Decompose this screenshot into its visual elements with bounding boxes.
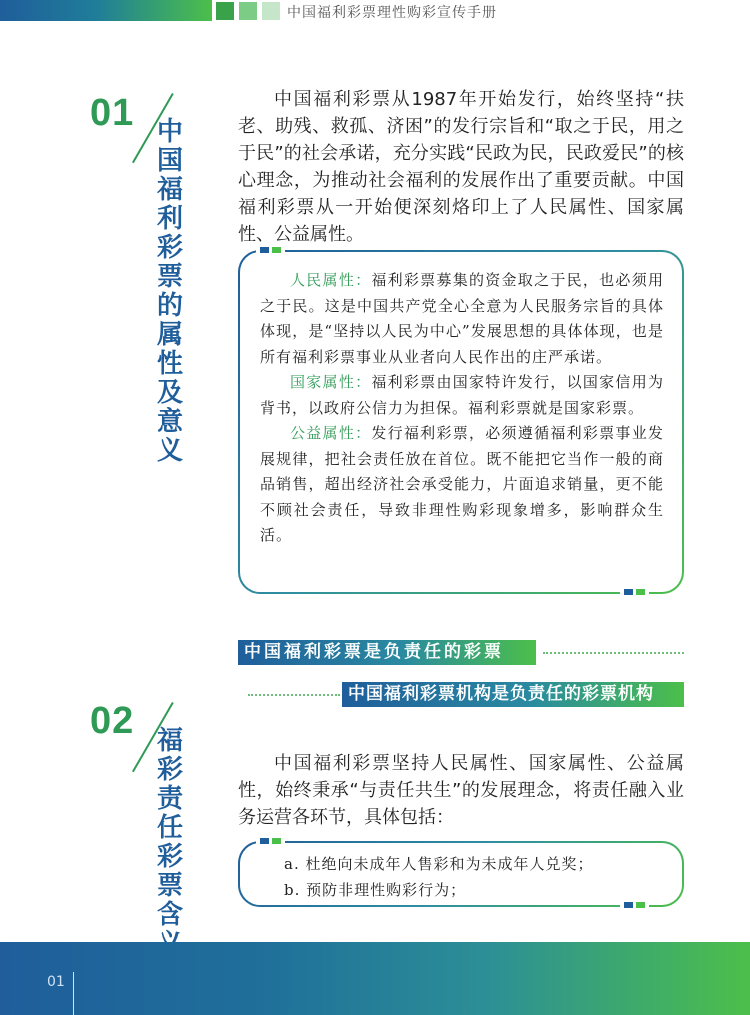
list-item: b. 预防非理性购彩行为；	[284, 880, 467, 899]
header-square-1	[216, 2, 234, 20]
footer-gradient-band	[0, 942, 750, 1015]
header-gradient-bar	[0, 0, 212, 21]
section-1-intro: 中国福利彩票从1987年开始发行，始终坚持“扶老、助残、救孤、济困”的发行宗旨和“取之于民，用之于民”的社会承诺，充分实践“民政为民，民政爱民”的核心理念，为推动社会福利的发展作出了重要贡献。中国福利彩票从一开始便深刻烙印上了人民属性、国家属性、公益属性。	[238, 89, 684, 245]
section-1-box	[238, 250, 684, 594]
attribute-people-label: 人民属性：	[290, 271, 372, 289]
section-2-box-text	[284, 852, 664, 903]
section-2-number: 02	[90, 700, 135, 742]
box-corner-decoration-bottom	[620, 589, 649, 595]
box-corner-decoration-bottom	[620, 902, 649, 908]
section-1-title: 中国福利彩票的属性及意义	[156, 117, 183, 466]
banner-responsible-institution: 中国福利彩票机构是负责任的彩票机构	[342, 682, 684, 707]
header-square-2	[239, 2, 257, 20]
list-item: a. 杜绝向未成年人售彩和为未成年人兑奖；	[284, 855, 594, 873]
header-title: 中国福利彩票理性购彩宣传手册	[287, 5, 497, 21]
attribute-people	[260, 268, 664, 370]
section-2-box	[238, 841, 684, 907]
footer-divider	[73, 972, 74, 1015]
attribute-people-text: 福利彩票募集的资金取之于民，也必须用之于民。这是中国共产党全心全意为人民服务宗旨的具体体现，是“坚持以人民为中心”发展思想的具体体现，也是所有福利彩票事业从业者向人民作出的庄严承诺。	[260, 271, 664, 366]
section-1-box-text	[260, 268, 664, 549]
attribute-nation-label: 国家属性：	[290, 373, 372, 391]
section-2-title: 福彩责任彩票含	[156, 726, 183, 930]
box-corner-decoration-top	[256, 838, 285, 844]
attribute-public-welfare-label: 公益属性：	[290, 424, 372, 442]
header-square-3	[262, 2, 280, 20]
attribute-public-welfare	[260, 421, 664, 549]
box-corner-decoration-top	[256, 247, 285, 253]
banner-2-dotted-line	[248, 694, 340, 696]
section-2-intro: 中国福利彩票坚持人民属性、国家属性、公益属性，始终秉承“与责任共生”的发展理念，将责任融入业务运营各环节，具体包括：	[238, 753, 684, 828]
section-1-number: 01	[90, 92, 135, 134]
attribute-nation	[260, 370, 664, 421]
attribute-nation-text: 福利彩票由国家特许发行，以国家信用为背书，以政府公信力为担保。福利彩票就是国家彩票。	[260, 373, 664, 417]
banner-responsible-lottery: 中国福利彩票是负责任的彩票	[238, 640, 536, 665]
attribute-public-welfare-text: 发行福利彩票，必须遵循福利彩票事业发展规律，把社会责任放在首位。既不能把它当作一般的商品销售，超出经济社会承受能力，片面追求销量，更不能不顾社会责任，导致非理性购彩现象增多，影响群众生活。	[260, 424, 664, 544]
page-number: 01	[47, 974, 65, 990]
banner-1-dotted-line	[543, 652, 684, 654]
